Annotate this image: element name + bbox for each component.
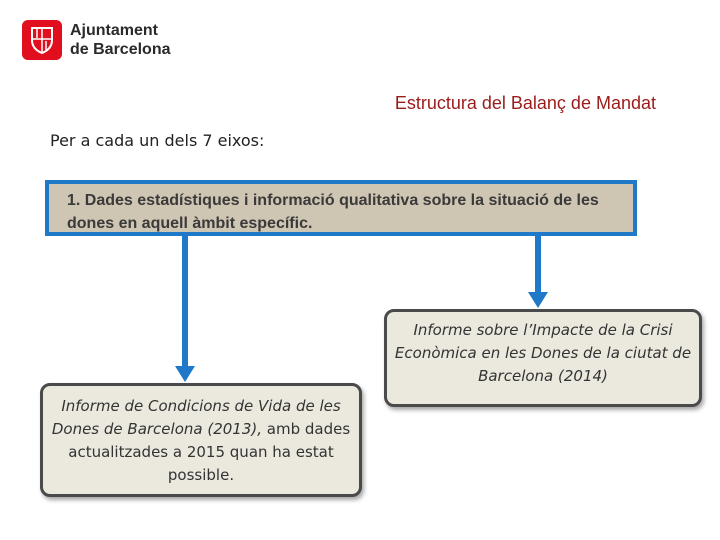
barcelona-shield-icon <box>22 20 62 60</box>
logo-text <box>70 21 170 59</box>
logo-line-1: Ajuntament <box>70 22 158 39</box>
logo-line-2: de Barcelona <box>70 41 171 58</box>
condicions-vida-box <box>40 383 362 497</box>
impacte-crisi-box <box>384 309 702 407</box>
condicions-vida-title: Informe de Condicions de Vida de les Dones de Barcelona (2013), <box>51 397 341 438</box>
ajuntament-logo <box>22 20 172 64</box>
main-box-text: 1. Dades estadístiques i informació qualitativa sobre la situació de les dones en aquell àmbit específic. <box>67 192 599 232</box>
arrow-right-head <box>528 292 548 308</box>
arrow-left-head <box>175 366 195 382</box>
arrow-left-shaft <box>182 236 188 369</box>
slide-title: Estructura del Balanç de Mandat <box>394 93 656 113</box>
main-box <box>45 180 637 236</box>
condicions-vida-note: amb dades actualitzades a 2015 quan ha estat possible. <box>68 420 351 484</box>
intro-text: Per a cada un dels 7 eixos: <box>50 131 265 150</box>
impacte-crisi-text: Informe sobre l’Impacte de la Crisi Econòmica en les Dones de la ciutat de Barcelona (2014) <box>394 321 692 385</box>
arrow-right-shaft <box>535 236 541 294</box>
